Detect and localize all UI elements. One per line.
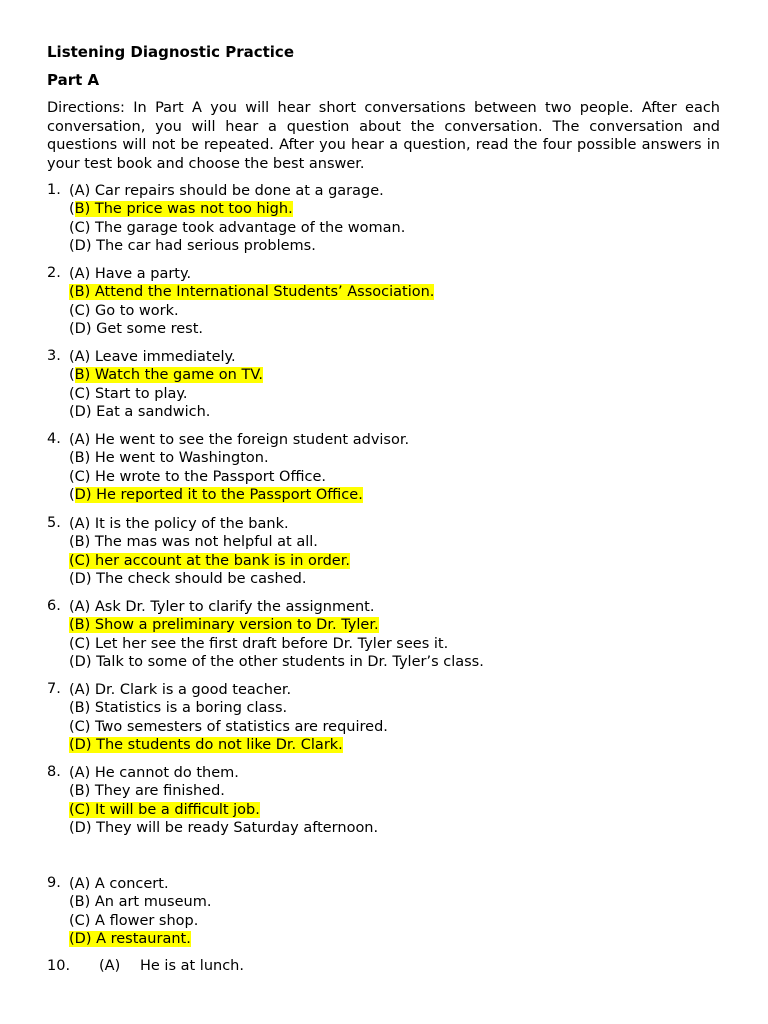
question-3-option [69, 366, 263, 384]
option-text: (A) A concert. [69, 876, 169, 892]
question-7-option [69, 699, 287, 717]
highlighted-answer: (B) Attend the International Students’ Association. [69, 284, 435, 301]
question-7-option [69, 736, 343, 754]
option-text: (D) Eat a sandwich. [69, 403, 211, 420]
option-text: (B) Statistics is a boring class. [69, 700, 288, 717]
highlighted-answer: (B) Show a preliminary version to Dr. Tyler. [69, 617, 379, 634]
question-10-option-letter: (A) [99, 958, 121, 974]
option-text: (D) The check should be cashed. [69, 570, 307, 587]
question-8-number: 8. [47, 764, 61, 780]
directions-paragraph: Directions: In Part A you will hear short conversations between two people. After each conversation, you will hear a question about the conversation. The conversation and questions will not be repeated. After you hear a question, read the four possible answers in your test book and choose the best answer. [47, 100, 720, 172]
question-7-option [69, 718, 388, 736]
question-9-option [69, 930, 191, 948]
option-text: ( [69, 486, 75, 503]
option-text: (B) An art museum. [69, 894, 212, 911]
highlighted-answer: (D) The students do not like Dr. Clark. [69, 736, 343, 753]
option-text: (C) Let her see the first draft before Dr. Tyler sees it. [69, 635, 449, 652]
part-heading: Part A [47, 71, 100, 89]
highlighted-answer: (C) It will be a difficult job. [69, 801, 260, 818]
option-text: (C) Go to work. [69, 302, 179, 319]
option-text: (D) The car had serious problems. [69, 237, 316, 254]
question-1-option [69, 182, 384, 200]
question-9-option [69, 912, 198, 930]
question-5-option [69, 552, 350, 570]
option-text: (D) Get some rest. [69, 320, 204, 337]
question-4-option [69, 449, 269, 467]
option-text: (D) Talk to some of the other students in Dr. Tyler’s class. [69, 653, 484, 670]
question-10-option-text: He is at lunch. [140, 958, 244, 974]
question-1-number: 1. [47, 182, 61, 198]
option-text: (A) Car repairs should be done at a garage. [69, 183, 384, 199]
option-text: (A) Leave immediately. [69, 349, 236, 365]
highlighted-answer: (C) her account at the bank is in order. [69, 552, 350, 569]
option-text: (C) The garage took advantage of the woman. [69, 219, 406, 236]
option-text: (C) Two semesters of statistics are required. [69, 718, 388, 735]
option-text: (C) A flower shop. [69, 912, 199, 929]
highlighted-answer: B) The price was not too high. [74, 201, 293, 218]
option-text: (A) Have a party. [69, 266, 192, 282]
option-text: (A) He cannot do them. [69, 765, 239, 781]
question-2-option [69, 320, 203, 338]
question-7-option [69, 681, 291, 699]
option-text: (A) It is the policy of the bank. [69, 516, 289, 532]
option-text: ( [69, 201, 75, 218]
question-6-option [69, 598, 374, 616]
question-2-option [69, 302, 179, 320]
option-text: (C) He wrote to the Passport Office. [69, 468, 326, 485]
question-9-option [69, 875, 169, 893]
question-8-option [69, 764, 239, 782]
highlighted-answer: (D) A restaurant. [69, 930, 191, 947]
option-text: (A) He went to see the foreign student advisor. [69, 432, 410, 448]
option-text: (B) They are finished. [69, 783, 225, 800]
question-9-number: 9. [47, 875, 61, 891]
question-4-number: 4. [47, 431, 61, 447]
question-10-number: 10. [47, 958, 71, 974]
question-9-option [69, 893, 211, 911]
document-title: Listening Diagnostic Practice [47, 43, 295, 61]
question-2-number: 2. [47, 265, 61, 281]
option-text: ( [69, 367, 75, 384]
question-4-option [69, 468, 326, 486]
question-3-option [69, 348, 236, 366]
option-text: (B) He went to Washington. [69, 450, 269, 467]
question-3-option [69, 403, 210, 421]
option-text: (D) They will be ready Saturday afternoon. [69, 819, 379, 836]
question-1-option [69, 200, 293, 218]
question-3-number: 3. [47, 348, 61, 364]
question-2-option [69, 265, 191, 283]
question-1-option [69, 237, 316, 255]
question-4-option [69, 431, 409, 449]
highlighted-answer: D) He reported it to the Passport Office. [74, 486, 363, 503]
question-6-option [69, 616, 379, 634]
option-text: (B) The mas was not helpful at all. [69, 534, 318, 551]
question-8-option [69, 819, 378, 837]
question-8-option [69, 782, 225, 800]
question-6-option [69, 635, 448, 653]
question-5-option [69, 533, 318, 551]
question-3-option [69, 385, 188, 403]
option-text: (A) Ask Dr. Tyler to clarify the assignment. [69, 599, 375, 615]
question-8-option [69, 801, 260, 819]
option-text: (A) Dr. Clark is a good teacher. [69, 682, 292, 698]
question-6-option [69, 653, 484, 671]
question-5-option [69, 515, 289, 533]
question-7-number: 7. [47, 681, 61, 697]
option-text: (C) Start to play. [69, 385, 188, 402]
question-1-option [69, 219, 405, 237]
question-6-number: 6. [47, 598, 61, 614]
question-4-option [69, 486, 363, 504]
highlighted-answer: B) Watch the game on TV. [74, 367, 263, 384]
question-5-option [69, 570, 306, 588]
question-5-number: 5. [47, 515, 61, 531]
question-2-option [69, 283, 434, 301]
